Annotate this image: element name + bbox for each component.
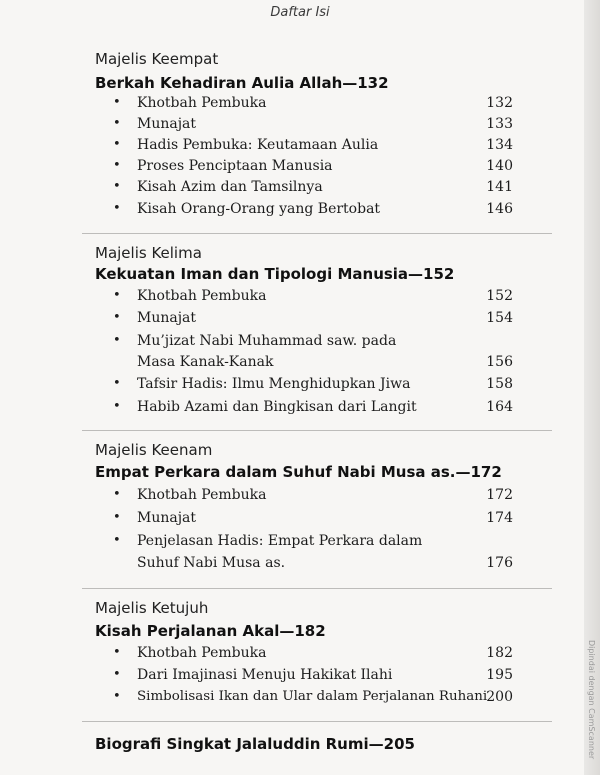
entry-page: 174 (486, 510, 513, 526)
toc-entry-continuation (137, 354, 513, 376)
bullet-icon: • (113, 333, 121, 348)
bullet-icon: • (113, 667, 121, 682)
toc-entry (113, 487, 513, 509)
toc-entry (113, 95, 513, 117)
entry-page: 141 (486, 179, 513, 195)
entry-page: 176 (486, 555, 513, 571)
section-label: Majelis Keempat (95, 50, 219, 68)
bullet-icon: • (113, 179, 121, 194)
toc-entry (113, 399, 513, 421)
toc-entry (113, 667, 513, 689)
entry-page: 154 (486, 310, 513, 326)
section-title: Berkah Kehadiran Aulia Allah—132 (95, 74, 389, 92)
entry-title: Suhuf Nabi Musa as. (137, 555, 286, 571)
toc-entry (113, 510, 513, 532)
section-divider (82, 721, 552, 722)
entry-title: Tafsir Hadis: Ilmu Menghidupkan Jiwa (137, 376, 411, 392)
toc-entry (113, 533, 513, 555)
entry-title: Habib Azami dan Bingkisan dari Langit (137, 399, 417, 415)
watermark-text: Dipindai dengan CamScanner (587, 640, 596, 760)
entry-page: 200 (486, 689, 513, 705)
entry-title: Khotbah Pembuka (137, 645, 267, 661)
toc-entry (113, 288, 513, 310)
entry-title: Dari Imajinasi Menuju Hakikat Ilahi (137, 667, 393, 683)
toc-entry (113, 116, 513, 138)
entry-page: 156 (486, 354, 513, 370)
entry-page: 164 (486, 399, 513, 415)
entry-page: 134 (486, 137, 513, 153)
entry-title: Khotbah Pembuka (137, 95, 267, 111)
entry-page: 132 (486, 95, 513, 111)
entry-title: Masa Kanak-Kanak (137, 354, 274, 370)
entry-title: Penjelasan Hadis: Empat Perkara dalam (137, 533, 423, 549)
entry-title: Mu’jizat Nabi Muhammad saw. pada (137, 333, 397, 349)
bullet-icon: • (113, 310, 121, 325)
entry-title: Kisah Orang-Orang yang Bertobat (137, 201, 381, 217)
entry-page: 140 (486, 158, 513, 174)
toc-entry (113, 158, 513, 180)
bullet-icon: • (113, 376, 121, 391)
bullet-icon: • (113, 645, 121, 660)
entry-page: 172 (486, 487, 513, 503)
section-divider (82, 430, 552, 431)
bullet-icon: • (113, 116, 121, 131)
toc-entry (113, 689, 513, 711)
entry-page: 133 (486, 116, 513, 132)
toc-entry-continuation (137, 555, 513, 577)
entry-title: Proses Penciptaan Manusia (137, 158, 333, 174)
final-entry-title: Biografi Singkat Jalaluddin Rumi—205 (95, 735, 415, 753)
entry-page: 195 (486, 667, 513, 683)
entry-title: Simbolisasi Ikan dan Ular dalam Perjalanan Ruhani (137, 689, 488, 704)
entry-title: Khotbah Pembuka (137, 288, 267, 304)
scanner-watermark (584, 640, 598, 765)
entry-title: Hadis Pembuka: Keutamaan Aulia (137, 137, 379, 153)
bullet-icon: • (113, 137, 121, 152)
section-divider (82, 588, 552, 589)
bullet-icon: • (113, 399, 121, 414)
entry-page: 152 (486, 288, 513, 304)
bullet-icon: • (113, 288, 121, 303)
toc-entry (113, 179, 513, 201)
bullet-icon: • (113, 689, 121, 704)
toc-entry (113, 333, 513, 355)
bullet-icon: • (113, 487, 121, 502)
entry-title: Munajat (137, 310, 197, 326)
bullet-icon: • (113, 95, 121, 110)
section-label: Majelis Ketujuh (95, 599, 209, 617)
entry-page: 158 (486, 376, 513, 392)
section-label: Majelis Keenam (95, 441, 213, 459)
toc-entry (113, 201, 513, 223)
toc-entry (113, 137, 513, 159)
entry-title: Khotbah Pembuka (137, 487, 267, 503)
section-title: Kekuatan Iman dan Tipologi Manusia—152 (95, 265, 455, 283)
entry-title: Munajat (137, 510, 197, 526)
running-head: Daftar Isi (270, 5, 330, 20)
bullet-icon: • (113, 201, 121, 216)
entry-title: Munajat (137, 116, 197, 132)
entry-page: 146 (486, 201, 513, 217)
entry-page: 182 (486, 645, 513, 661)
bullet-icon: • (113, 158, 121, 173)
bullet-icon: • (113, 510, 121, 525)
toc-entry (113, 310, 513, 332)
toc-entry (113, 645, 513, 667)
section-title: Empat Perkara dalam Suhuf Nabi Musa as.—172 (95, 463, 502, 481)
section-label: Majelis Kelima (95, 244, 202, 262)
entry-title: Kisah Azim dan Tamsilnya (137, 179, 323, 195)
toc-entry (113, 376, 513, 398)
section-title: Kisah Perjalanan Akal—182 (95, 622, 326, 640)
section-divider (82, 233, 552, 234)
bullet-icon: • (113, 533, 121, 548)
